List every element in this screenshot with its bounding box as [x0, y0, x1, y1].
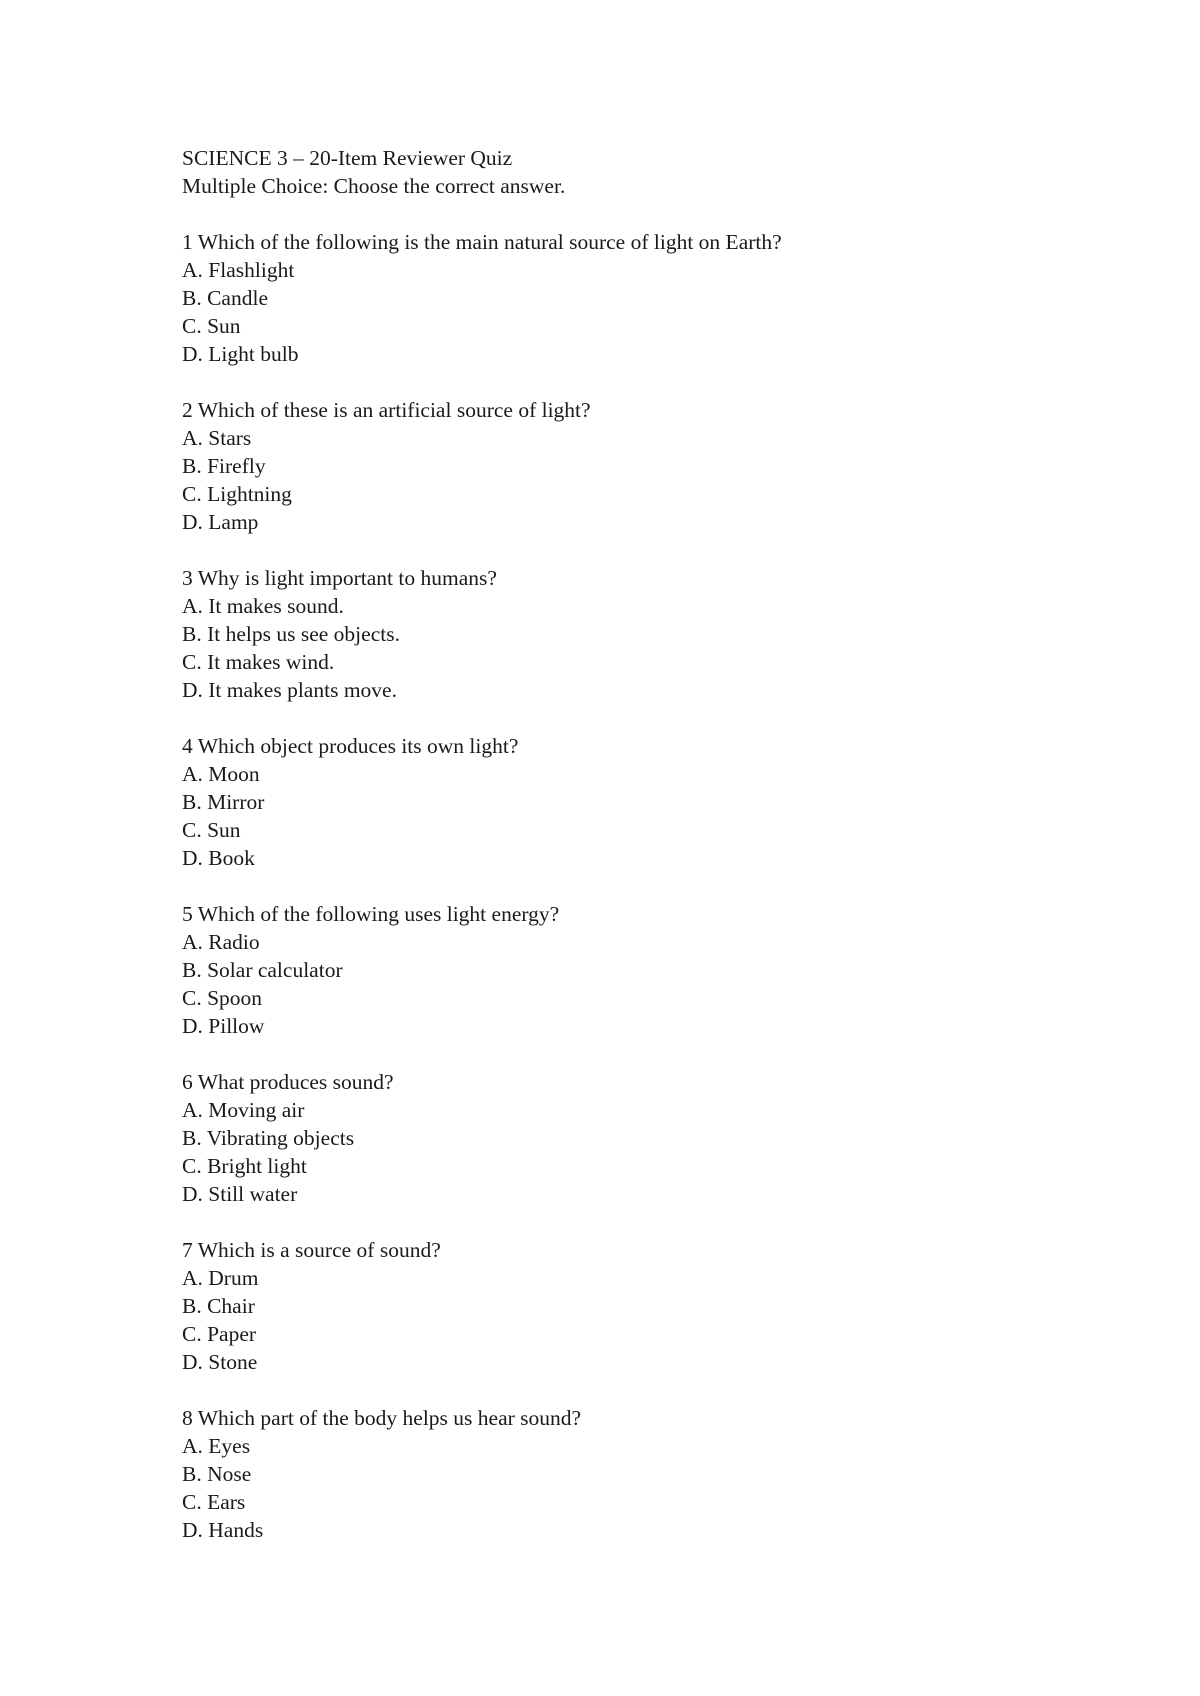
answer-choice: D. Pillow — [182, 1014, 265, 1038]
answer-choice: A. Moon — [182, 762, 260, 786]
question-text: 8 Which part of the body helps us hear sound? — [182, 1406, 582, 1430]
answer-choice: B. Nose — [182, 1462, 252, 1486]
answer-choice: B. Mirror — [182, 790, 265, 814]
answer-choice: A. Radio — [182, 930, 260, 954]
question-item — [182, 228, 1122, 368]
answer-choice: D. Lamp — [182, 510, 259, 534]
question-item — [182, 396, 1122, 536]
quiz-instructions: Multiple Choice: Choose the correct answer. — [182, 174, 566, 198]
question-item — [182, 1068, 1122, 1208]
answer-choice: C. Bright light — [182, 1154, 307, 1178]
answer-choice: C. Sun — [182, 818, 241, 842]
question-text: 5 Which of the following uses light energy? — [182, 902, 560, 926]
answer-choice: D. Still water — [182, 1182, 298, 1206]
question-text: 1 Which of the following is the main natural source of light on Earth? — [182, 230, 782, 254]
question-text: 7 Which is a source of sound? — [182, 1238, 441, 1262]
question-text: 6 What produces sound? — [182, 1070, 394, 1094]
answer-choice: D. Book — [182, 846, 255, 870]
answer-choice: C. Paper — [182, 1322, 257, 1346]
answer-choice: C. It makes wind. — [182, 650, 335, 674]
answer-choice: A. It makes sound. — [182, 594, 344, 618]
question-item — [182, 1404, 1122, 1544]
answer-choice: A. Stars — [182, 426, 252, 450]
question-text: 2 Which of these is an artificial source of light? — [182, 398, 591, 422]
question-item — [182, 732, 1122, 872]
answer-choice: B. Candle — [182, 286, 268, 310]
answer-choice: C. Sun — [182, 314, 241, 338]
answer-choice: B. Solar calculator — [182, 958, 343, 982]
quiz-title: SCIENCE 3 – 20-Item Reviewer Quiz — [182, 146, 513, 170]
question-item — [182, 1236, 1122, 1376]
answer-choice: B. Firefly — [182, 454, 266, 478]
question-item — [182, 564, 1122, 704]
answer-choice: D. Stone — [182, 1350, 258, 1374]
answer-choice: C. Lightning — [182, 482, 292, 506]
question-text: 4 Which object produces its own light? — [182, 734, 519, 758]
answer-choice: B. It helps us see objects. — [182, 622, 400, 646]
question-list — [182, 228, 1122, 1544]
answer-choice: A. Flashlight — [182, 258, 295, 282]
quiz-header — [182, 144, 1122, 200]
answer-choice: D. Hands — [182, 1518, 264, 1542]
answer-choice: A. Moving air — [182, 1098, 305, 1122]
question-item — [182, 900, 1122, 1040]
document-page — [182, 144, 1122, 1572]
answer-choice: B. Vibrating objects — [182, 1126, 355, 1150]
answer-choice: B. Chair — [182, 1294, 255, 1318]
answer-choice: C. Spoon — [182, 986, 263, 1010]
question-text: 3 Why is light important to humans? — [182, 566, 497, 590]
answer-choice: C. Ears — [182, 1490, 246, 1514]
answer-choice: D. It makes plants move. — [182, 678, 397, 702]
answer-choice: D. Light bulb — [182, 342, 299, 366]
answer-choice: A. Eyes — [182, 1434, 251, 1458]
answer-choice: A. Drum — [182, 1266, 259, 1290]
